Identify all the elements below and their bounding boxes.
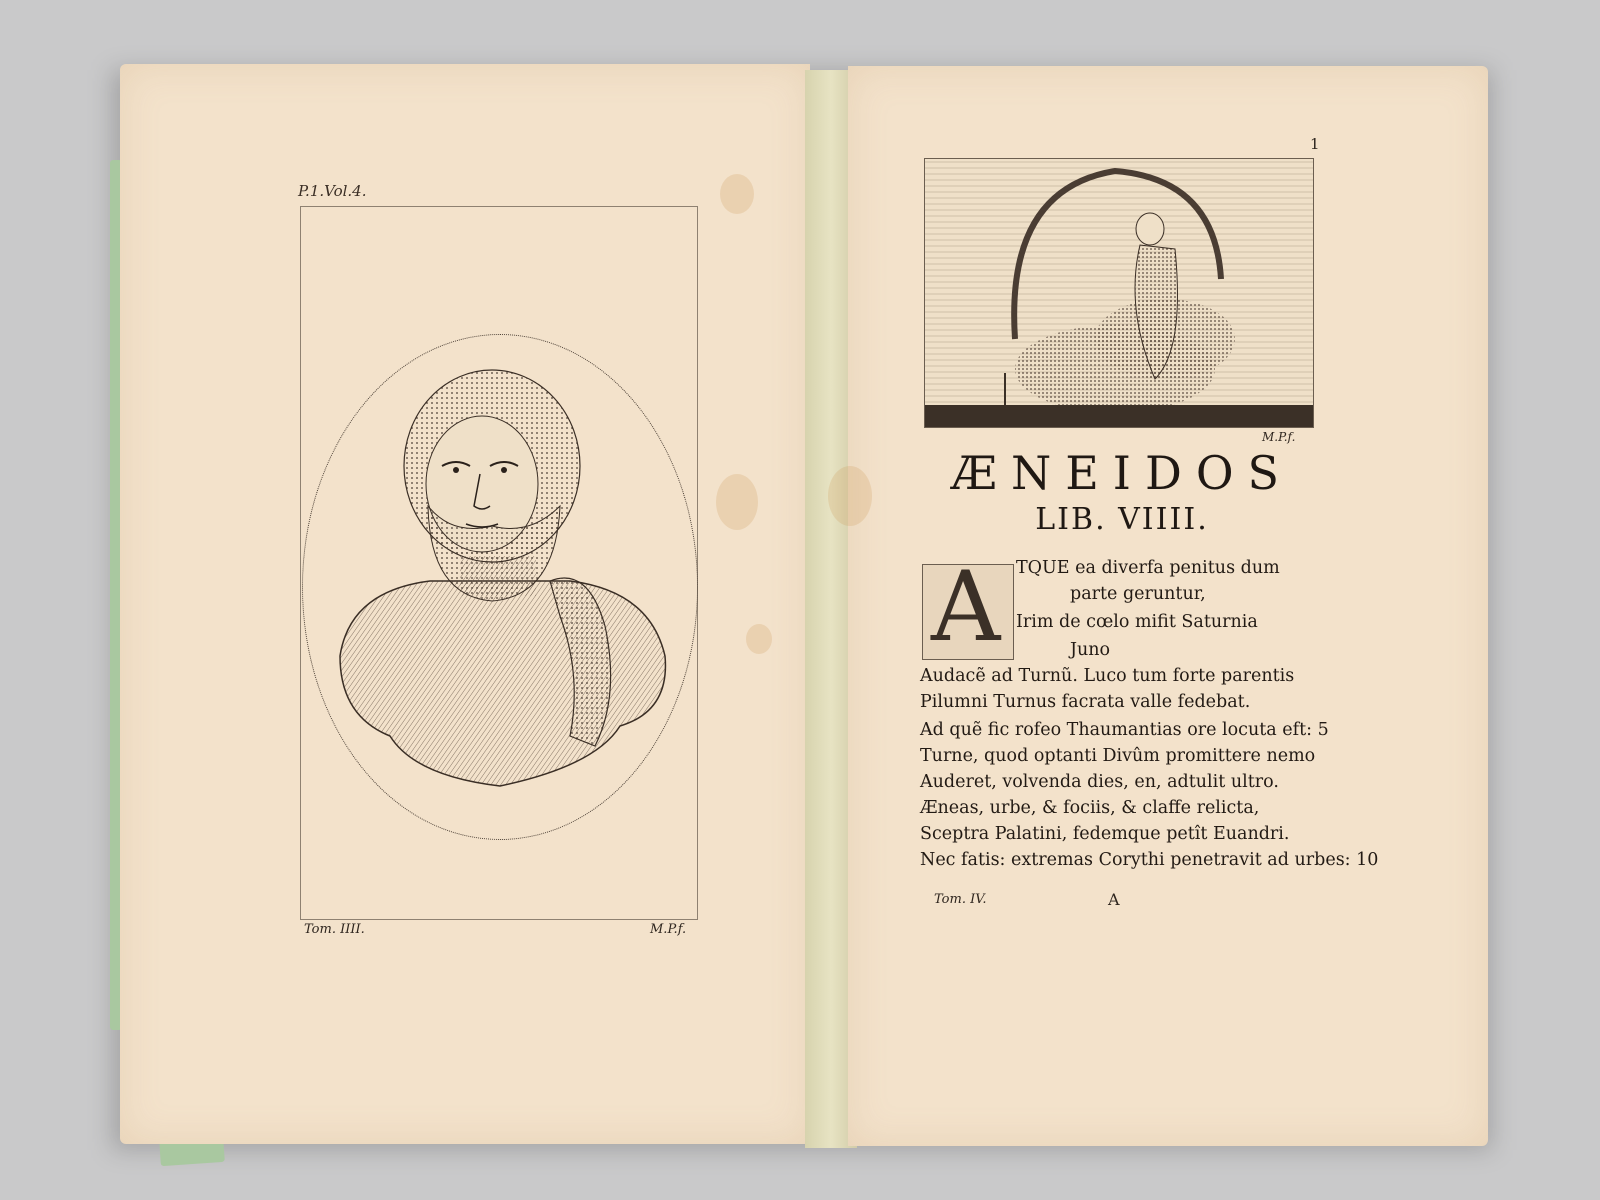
foxing-spot: [716, 474, 758, 530]
foxing-spot: [720, 174, 754, 214]
headpiece-vignette: [924, 158, 1314, 428]
verse-line: Nec fatis: extremas Corythi penetravit ad urbes: 10: [920, 850, 1379, 870]
signature-mark: A: [1108, 890, 1120, 909]
plate-caption-volume: Tom. IIII.: [304, 922, 365, 937]
portrait-bust-engraving: [320, 366, 684, 796]
verse-line: Ad quẽ fic rofeo Thaumantias ore locuta eft: 5: [920, 720, 1329, 740]
foxing-spot: [746, 624, 772, 654]
book-subtitle: LIB. VIIII.: [1035, 502, 1209, 537]
verse-line: Æneas, urbe, & fociis, & claffe relicta,: [920, 798, 1260, 818]
page-number: 1: [1310, 135, 1320, 153]
plate-caption-engraver: M.P.f.: [650, 922, 687, 937]
plate-reference: P.1.Vol.4.: [298, 182, 367, 200]
verse-line: Pilumni Turnus facrata valle fedebat.: [920, 692, 1251, 712]
verse-line: Sceptra Palatini, fedemque petît Euandri.: [920, 824, 1290, 844]
verse-line: Juno: [1070, 640, 1111, 660]
iris-cloud-engraving: [925, 159, 1313, 427]
verse-line: Audacẽ ad Turnũ. Luco tum forte parentis: [920, 666, 1295, 686]
book-title: ÆNEIDOS: [950, 446, 1294, 500]
decorated-initial: [922, 551, 1014, 663]
verse-line: TQUE ea diverfa penitus dum: [1016, 558, 1280, 578]
drop-initial-letter: A: [931, 551, 1001, 663]
foxing-spot: [828, 466, 872, 526]
footer-volume: Tom. IV.: [934, 892, 987, 907]
vignette-engraver-caption: M.P.f.: [1262, 430, 1296, 444]
verse-line: Turne, quod optanti Divûm promittere nemo: [920, 746, 1316, 766]
verse-line: parte geruntur,: [1070, 584, 1206, 604]
verse-line: Irim de cœlo mifit Saturnia: [1016, 612, 1258, 632]
verse-line: Auderet, volvenda dies, en, adtulit ultro.: [920, 772, 1279, 792]
